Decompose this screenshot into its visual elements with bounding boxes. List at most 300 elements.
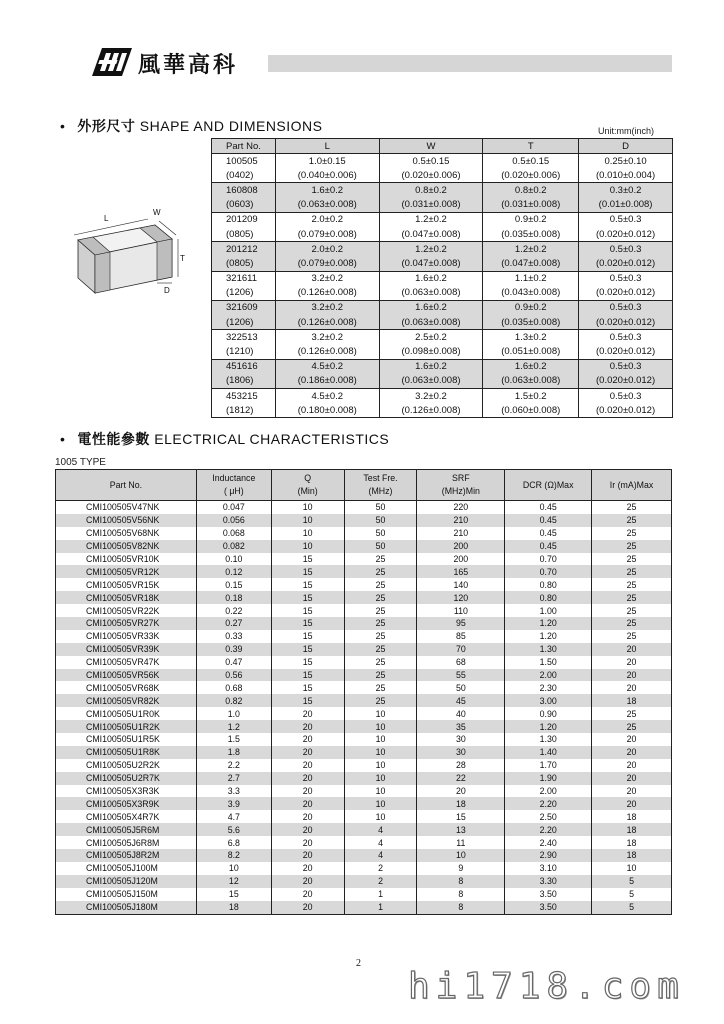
table-cell: 0.068 — [196, 527, 271, 540]
table-cell: 2.30 — [505, 681, 592, 694]
table-cell: 1.2±0.2 — [379, 212, 483, 227]
table-cell: (0.126±0.008) — [379, 403, 483, 418]
electrical-section-title — [60, 429, 389, 449]
table-row — [212, 227, 673, 242]
table-row — [212, 212, 673, 227]
table-cell: CMI100505V56NK — [56, 514, 197, 527]
table-cell: (0.060±0.008) — [483, 403, 579, 418]
table-cell: CMI100505VR12K — [56, 565, 197, 578]
table-cell: (0.020±0.012) — [579, 403, 673, 418]
table-cell: 5 — [592, 888, 672, 901]
table-cell: CMI100505VR33K — [56, 630, 197, 643]
table-cell: 25 — [592, 565, 672, 578]
table-cell: 3.2±0.2 — [379, 389, 483, 404]
table-cell: 20 — [271, 901, 344, 914]
table-cell: 2.90 — [505, 849, 592, 862]
table-cell: 1.3±0.2 — [483, 330, 579, 345]
table-cell: 25 — [344, 578, 417, 591]
table-cell: (0.020±0.012) — [579, 256, 673, 271]
table-row — [56, 862, 672, 875]
table-cell: 0.082 — [196, 540, 271, 553]
table-cell: 20 — [592, 785, 672, 798]
electrical-header-row — [56, 470, 672, 501]
table-cell: 1.6±0.2 — [379, 359, 483, 374]
table-cell: 20 — [271, 759, 344, 772]
table-row — [56, 707, 672, 720]
table-row — [56, 630, 672, 643]
table-cell: 2.20 — [505, 823, 592, 836]
table-cell: 0.5±0.3 — [579, 300, 673, 315]
table-cell: 10 — [344, 810, 417, 823]
table-cell: 25 — [344, 681, 417, 694]
table-cell: (0.020±0.012) — [579, 227, 673, 242]
table-cell: 2.50 — [505, 810, 592, 823]
table-cell: 8 — [417, 888, 505, 901]
table-cell: (1206) — [212, 286, 276, 301]
table-cell: 8 — [417, 875, 505, 888]
table-cell: 15 — [271, 604, 344, 617]
table-cell: 20 — [417, 785, 505, 798]
table-cell: 0.10 — [196, 553, 271, 566]
col-part-no: Part No. — [212, 139, 276, 154]
table-cell: (0.043±0.008) — [483, 286, 579, 301]
table-cell: 25 — [344, 617, 417, 630]
table-cell: 10 — [271, 514, 344, 527]
table-cell: 10 — [344, 785, 417, 798]
table-cell: 13 — [417, 823, 505, 836]
table-cell: 1.6±0.2 — [379, 271, 483, 286]
table-cell: (0.079±0.008) — [275, 256, 379, 271]
table-cell: 160808 — [212, 183, 276, 198]
table-cell: 2.5±0.2 — [379, 330, 483, 345]
table-cell: 25 — [344, 630, 417, 643]
table-cell: 85 — [417, 630, 505, 643]
table-cell: 0.45 — [505, 527, 592, 540]
table-cell: (0.098±0.008) — [379, 344, 483, 359]
table-cell: 0.5±0.15 — [379, 154, 483, 169]
table-cell: 15 — [271, 591, 344, 604]
table-cell: 1.8 — [196, 746, 271, 759]
table-cell: 50 — [344, 540, 417, 553]
table-cell: 1.70 — [505, 759, 592, 772]
table-cell: CMI100505J180M — [56, 901, 197, 914]
table-cell: CMI100505U1R8K — [56, 746, 197, 759]
table-cell: 1.6±0.2 — [379, 300, 483, 315]
table-cell: 50 — [344, 514, 417, 527]
table-row — [212, 271, 673, 286]
table-cell: 220 — [417, 501, 505, 514]
table-cell: 0.5±0.3 — [579, 389, 673, 404]
table-cell: 0.68 — [196, 681, 271, 694]
table-cell: CMI100505J6R8M — [56, 836, 197, 849]
table-cell: 2 — [344, 875, 417, 888]
table-row — [56, 694, 672, 707]
table-cell: 1.5±0.2 — [483, 389, 579, 404]
table-cell: CMI100505VR68K — [56, 681, 197, 694]
table-cell: 120 — [417, 591, 505, 604]
table-cell: 1.20 — [505, 617, 592, 630]
col-q: Q (Min) — [271, 470, 344, 501]
table-cell: 0.5±0.3 — [579, 330, 673, 345]
table-cell: (0.051±0.008) — [483, 344, 579, 359]
table-cell: (0.020±0.006) — [379, 168, 483, 183]
table-cell: CMI100505J150M — [56, 888, 197, 901]
table-cell: 1 — [344, 888, 417, 901]
table-cell: 25 — [344, 604, 417, 617]
table-cell: 0.12 — [196, 565, 271, 578]
table-cell: (0.126±0.008) — [275, 286, 379, 301]
table-cell: 4.5±0.2 — [275, 389, 379, 404]
table-cell: 20 — [271, 836, 344, 849]
table-cell: 20 — [271, 823, 344, 836]
table-cell: CMI100505V47NK — [56, 501, 197, 514]
table-cell: 5 — [592, 901, 672, 914]
table-row — [212, 198, 673, 213]
table-cell: 9 — [417, 862, 505, 875]
shape-section-title — [60, 116, 323, 136]
table-cell: 25 — [592, 604, 672, 617]
table-cell: (0805) — [212, 256, 276, 271]
table-cell: 15 — [271, 694, 344, 707]
table-cell: (0.047±0.008) — [483, 256, 579, 271]
chip-dimension-diagram — [60, 195, 200, 295]
table-cell: 25 — [592, 553, 672, 566]
table-cell: 1.20 — [505, 630, 592, 643]
table-cell: 451616 — [212, 359, 276, 374]
table-cell: 20 — [592, 733, 672, 746]
table-cell: 70 — [417, 643, 505, 656]
table-cell: 8 — [417, 901, 505, 914]
table-row — [56, 759, 672, 772]
table-cell: 50 — [344, 501, 417, 514]
table-cell: 1.2±0.2 — [483, 242, 579, 257]
table-cell: 10 — [344, 733, 417, 746]
table-cell: CMI100505J5R6M — [56, 823, 197, 836]
table-cell: (1812) — [212, 403, 276, 418]
table-cell: 20 — [271, 733, 344, 746]
table-row — [56, 875, 672, 888]
table-cell: (0.020±0.012) — [579, 344, 673, 359]
table-cell: 0.3±0.2 — [579, 183, 673, 198]
table-row — [56, 720, 672, 733]
table-cell: 22 — [417, 772, 505, 785]
table-cell: 2.0±0.2 — [275, 242, 379, 257]
table-cell: 4 — [344, 849, 417, 862]
table-cell: 0.80 — [505, 578, 592, 591]
table-cell: 95 — [417, 617, 505, 630]
table-cell: 0.70 — [505, 565, 592, 578]
col-ir: Ir (mA)Max — [592, 470, 672, 501]
table-cell: 1.40 — [505, 746, 592, 759]
table-row — [56, 733, 672, 746]
table-cell: 20 — [271, 707, 344, 720]
table-cell: 25 — [592, 707, 672, 720]
table-cell: 1.00 — [505, 604, 592, 617]
table-row — [56, 527, 672, 540]
table-cell: 2.7 — [196, 772, 271, 785]
table-cell: 25 — [344, 565, 417, 578]
table-cell: 2.20 — [505, 797, 592, 810]
table-cell: 25 — [592, 630, 672, 643]
table-cell: 20 — [271, 849, 344, 862]
table-cell: 3.2±0.2 — [275, 271, 379, 286]
table-cell: 1.2±0.2 — [379, 242, 483, 257]
table-cell: 0.8±0.2 — [379, 183, 483, 198]
table-cell: 321609 — [212, 300, 276, 315]
table-cell: 1.90 — [505, 772, 592, 785]
table-row — [212, 374, 673, 389]
table-cell: (0.063±0.008) — [275, 198, 379, 213]
table-cell: 1.2 — [196, 720, 271, 733]
table-cell: CMI100505J8R2M — [56, 849, 197, 862]
table-cell: 40 — [417, 707, 505, 720]
electrical-title-en: ELECTRICAL CHARACTERISTICS — [154, 431, 390, 447]
table-cell: CMI100505VR47K — [56, 656, 197, 669]
table-cell: 18 — [592, 849, 672, 862]
col-w: W — [379, 139, 483, 154]
table-cell: (0.063±0.008) — [379, 286, 483, 301]
table-cell: 0.90 — [505, 707, 592, 720]
table-cell: 0.9±0.2 — [483, 300, 579, 315]
table-cell: (0.035±0.008) — [483, 227, 579, 242]
table-cell: (0.180±0.008) — [275, 403, 379, 418]
table-cell: 18 — [592, 836, 672, 849]
table-row — [212, 315, 673, 330]
table-cell: 18 — [592, 810, 672, 823]
table-cell: 0.45 — [505, 501, 592, 514]
electrical-table — [55, 469, 672, 915]
table-cell: 20 — [271, 797, 344, 810]
table-cell: 10 — [271, 527, 344, 540]
col-srf: SRF (MHz)Min — [417, 470, 505, 501]
table-cell: (0.047±0.008) — [379, 256, 483, 271]
table-cell: (0.020±0.012) — [579, 315, 673, 330]
table-row — [212, 389, 673, 404]
type-label: 1005 TYPE — [55, 457, 106, 468]
table-cell: (0805) — [212, 227, 276, 242]
table-cell: 3.3 — [196, 785, 271, 798]
table-cell: 0.9±0.2 — [483, 212, 579, 227]
table-cell: (0.010±0.004) — [579, 168, 673, 183]
table-cell: 11 — [417, 836, 505, 849]
table-cell: 100505 — [212, 154, 276, 169]
table-row — [56, 514, 672, 527]
table-cell: 1.1±0.2 — [483, 271, 579, 286]
table-row — [56, 565, 672, 578]
table-cell: 0.45 — [505, 540, 592, 553]
table-cell: (0.126±0.008) — [275, 344, 379, 359]
table-cell: CMI100505VR18K — [56, 591, 197, 604]
table-cell: 3.50 — [505, 901, 592, 914]
table-cell: 0.5±0.3 — [579, 271, 673, 286]
table-cell: 45 — [417, 694, 505, 707]
table-cell: 1 — [344, 901, 417, 914]
table-cell: 5.6 — [196, 823, 271, 836]
table-cell: CMI100505U1R2K — [56, 720, 197, 733]
page-header — [0, 0, 724, 110]
diagram-label-w: W — [153, 208, 161, 217]
table-cell: 0.70 — [505, 553, 592, 566]
table-cell: 0.5±0.15 — [483, 154, 579, 169]
table-cell: CMI100505U1R5K — [56, 733, 197, 746]
table-cell: 4.7 — [196, 810, 271, 823]
table-cell: 20 — [271, 862, 344, 875]
table-cell: 50 — [344, 527, 417, 540]
table-cell: 20 — [592, 643, 672, 656]
diagram-label-d: D — [164, 286, 170, 295]
col-inductance: Inductance ( μH) — [196, 470, 271, 501]
table-row — [56, 553, 672, 566]
table-cell: (1210) — [212, 344, 276, 359]
table-cell: 10 — [344, 797, 417, 810]
table-cell: 321611 — [212, 271, 276, 286]
table-cell: 15 — [271, 669, 344, 682]
table-cell: 25 — [592, 591, 672, 604]
table-cell: 0.80 — [505, 591, 592, 604]
table-cell: 15 — [271, 656, 344, 669]
table-cell: (0.035±0.008) — [483, 315, 579, 330]
table-cell: 6.8 — [196, 836, 271, 849]
company-logo-icon — [92, 48, 132, 76]
table-cell: 25 — [592, 501, 672, 514]
table-cell: 25 — [592, 578, 672, 591]
table-cell: CMI100505VR10K — [56, 553, 197, 566]
table-row — [212, 300, 673, 315]
table-row — [56, 540, 672, 553]
table-cell: 25 — [344, 694, 417, 707]
table-cell: 55 — [417, 669, 505, 682]
table-cell: CMI100505VR22K — [56, 604, 197, 617]
table-row — [56, 591, 672, 604]
table-cell: 453215 — [212, 389, 276, 404]
table-cell: 0.22 — [196, 604, 271, 617]
table-cell: (0.047±0.008) — [379, 227, 483, 242]
shape-title-en: SHAPE AND DIMENSIONS — [139, 118, 323, 134]
table-cell: 15 — [417, 810, 505, 823]
table-cell: 20 — [271, 875, 344, 888]
table-cell: 68 — [417, 656, 505, 669]
table-cell: CMI100505V68NK — [56, 527, 197, 540]
table-cell: 20 — [592, 759, 672, 772]
table-cell: 15 — [271, 553, 344, 566]
table-cell: 2.40 — [505, 836, 592, 849]
table-row — [212, 154, 673, 169]
table-cell: 0.18 — [196, 591, 271, 604]
table-cell: 0.5±0.3 — [579, 359, 673, 374]
table-cell: (0402) — [212, 168, 276, 183]
table-row — [212, 330, 673, 345]
table-cell: CMI100505VR82K — [56, 694, 197, 707]
table-cell: 1.6±0.2 — [275, 183, 379, 198]
table-cell: 20 — [271, 746, 344, 759]
col-part-no: Part No. — [56, 470, 197, 501]
table-cell: 20 — [592, 746, 672, 759]
table-row — [212, 286, 673, 301]
table-cell: 10 — [344, 707, 417, 720]
col-test-freq: Test Fre. (MHz) — [344, 470, 417, 501]
table-cell: 10 — [344, 746, 417, 759]
table-cell: 20 — [592, 797, 672, 810]
table-row — [56, 772, 672, 785]
table-cell: (0.01±0.008) — [579, 198, 673, 213]
table-cell: 28 — [417, 759, 505, 772]
table-cell: 10 — [271, 540, 344, 553]
table-row — [212, 403, 673, 418]
table-cell: 1.6±0.2 — [483, 359, 579, 374]
table-cell: 20 — [271, 772, 344, 785]
table-cell: 0.56 — [196, 669, 271, 682]
table-cell: (0.040±0.006) — [275, 168, 379, 183]
table-cell: 25 — [344, 643, 417, 656]
table-cell: 15 — [271, 630, 344, 643]
page-number: 2 — [356, 958, 361, 969]
table-cell: 18 — [417, 797, 505, 810]
table-cell: 25 — [592, 720, 672, 733]
table-cell: 0.39 — [196, 643, 271, 656]
table-cell: CMI100505U2R7K — [56, 772, 197, 785]
table-row — [56, 656, 672, 669]
bullet-icon: • — [60, 118, 66, 134]
table-cell: 0.8±0.2 — [483, 183, 579, 198]
table-cell: 2.00 — [505, 669, 592, 682]
col-l: L — [275, 139, 379, 154]
table-cell: CMI100505U1R0K — [56, 707, 197, 720]
table-cell: 15 — [271, 565, 344, 578]
table-cell: 25 — [344, 669, 417, 682]
table-cell: 3.9 — [196, 797, 271, 810]
table-cell: CMI100505V82NK — [56, 540, 197, 553]
table-cell: 4 — [344, 823, 417, 836]
table-cell: (0.031±0.008) — [483, 198, 579, 213]
table-cell: 10 — [344, 759, 417, 772]
bullet-icon: • — [60, 431, 66, 447]
table-cell: 2.00 — [505, 785, 592, 798]
table-row — [56, 901, 672, 914]
table-cell: 20 — [271, 785, 344, 798]
table-cell: CMI100505X3R9K — [56, 797, 197, 810]
table-row — [56, 849, 672, 862]
table-cell: 210 — [417, 514, 505, 527]
table-cell: 10 — [271, 501, 344, 514]
table-cell: CMI100505J100M — [56, 862, 197, 875]
table-cell: 25 — [592, 540, 672, 553]
table-cell: 20 — [592, 656, 672, 669]
table-cell: CMI100505VR39K — [56, 643, 197, 656]
table-cell: 50 — [417, 681, 505, 694]
table-cell: 200 — [417, 540, 505, 553]
table-cell: CMI100505U2R2K — [56, 759, 197, 772]
table-cell: 18 — [592, 823, 672, 836]
table-cell: (0.020±0.006) — [483, 168, 579, 183]
table-cell: 18 — [592, 694, 672, 707]
table-cell: 3.10 — [505, 862, 592, 875]
unit-label: Unit:mm(inch) — [598, 126, 655, 136]
table-row — [56, 604, 672, 617]
table-cell: 3.2±0.2 — [275, 330, 379, 345]
table-cell: 30 — [417, 733, 505, 746]
table-cell: (0.063±0.008) — [379, 374, 483, 389]
table-cell: (1806) — [212, 374, 276, 389]
table-cell: 0.5±0.3 — [579, 242, 673, 257]
table-cell: 1.5 — [196, 733, 271, 746]
table-cell: 201209 — [212, 212, 276, 227]
table-cell: 10 — [344, 720, 417, 733]
table-cell: 20 — [592, 772, 672, 785]
table-cell: 20 — [271, 810, 344, 823]
table-cell: 322513 — [212, 330, 276, 345]
table-cell: 25 — [344, 591, 417, 604]
table-cell: CMI100505VR56K — [56, 669, 197, 682]
